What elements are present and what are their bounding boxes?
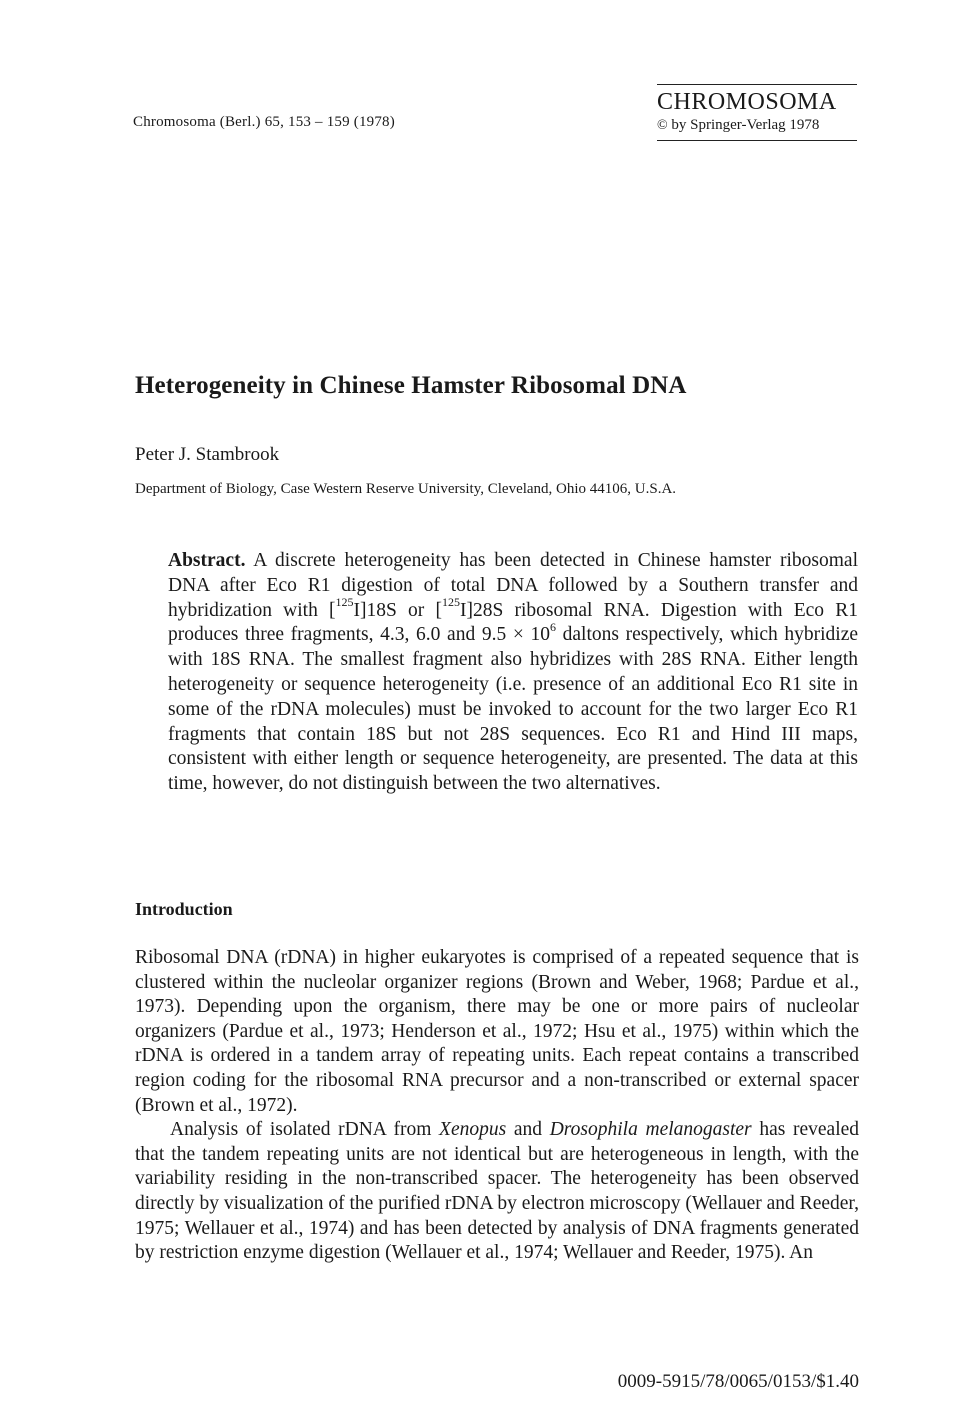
- copyright-text: by Springer-Verlag 1978: [671, 117, 820, 133]
- paragraph-2-text-2: and: [506, 1119, 550, 1141]
- author-name: Peter J. Stambrook: [135, 444, 280, 465]
- species-name-xenopus: Xenopus: [439, 1119, 507, 1141]
- abstract-text-1: A discrete heterogeneity has been detected in Chinese hamster ribosomal DNA after Eco R1 digestion of total DNA followed by a Southern transfer and hybridization with [: [168, 550, 858, 621]
- abstract-label: Abstract.: [168, 550, 246, 571]
- article-code: 0009-5915/78/0065/0153/$1.40: [617, 1371, 859, 1392]
- author-affiliation: Department of Biology, Case Western Reserve University, Cleveland, Ohio 44106, U.S.A.: [135, 481, 677, 497]
- abstract-text-3: I]28S ribosomal RNA. Digestion with Eco R1 produces three fragments, 4.3, 6.0 and 9.5 × 10: [168, 599, 858, 646]
- article-title: Heterogeneity in Chinese Hamster Ribosomal DNA: [135, 372, 687, 399]
- abstract-text-4: daltons respectively, which hybridize with 18S RNA. The smallest fragment also hybridizes with 28S RNA. Either length heterogeneity or sequence heterogeneity (i.e. presence of an additional Eco R1 site in some of the rDNA molecules) must be invoked to account for the two larger Eco R1 fragments that contain 18S but not 28S sequences. Eco R1 and Hind III maps, consistent with either length or sequence heterogeneity, are presented. The data at this time, however, do not distinguish between the two alternatives.: [168, 624, 858, 795]
- introduction-body: [135, 946, 859, 1266]
- journal-citation: Chromosoma (Berl.) 65, 153 – 159 (1978): [133, 114, 395, 130]
- abstract: [168, 549, 858, 797]
- paragraph-2-text-3: has revealed that the tandem repeating units are not identical but are heterogeneous in length, with the variability residing in the non-transcribed spacer. The heterogeneity has been observed directly by visualization of the purified rDNA by electron microscopy (Wellauer and Reeder, 1975; Wellauer et al., 1974) and has been detected by analysis of DNA fragments generated by restriction enzyme digestion (Wellauer et al., 1974; Wellauer and Reeder, 1975). An: [135, 1119, 860, 1264]
- exponent-superscript: 6: [550, 619, 556, 634]
- isotope-superscript-2: 125: [441, 595, 460, 610]
- section-heading-introduction: Introduction: [135, 899, 233, 919]
- journal-copyright: [657, 115, 857, 136]
- introduction-paragraph-2: [135, 1118, 859, 1266]
- copyright-icon: ©: [657, 118, 668, 133]
- abstract-text-2: I]18S or [: [353, 599, 442, 621]
- introduction-paragraph-1: Ribosomal DNA (rDNA) in higher eukaryotes is comprised of a repeated sequence that is clustered within the nucleolar organizer regions (Brown and Weber, 1968; Pardue et al., 1973). Depending upon the organism, there may be one or more pairs of nucleolar organizers (Pardue et al., 1973; Henderson et al., 1972; Hsu et al., 1975) within which the rDNA is ordered in a tandem array of repeating units. Each repeat contains a transcribed region coding for the ribosomal RNA precursor and a non-transcribed or external spacer (Brown et al., 1972).: [135, 947, 859, 1116]
- species-name-drosophila: Drosophila melanogaster: [549, 1119, 752, 1141]
- isotope-superscript-1: 125: [335, 595, 354, 610]
- journal-name: CHROMOSOMA: [657, 89, 837, 115]
- paragraph-2-text-1: Analysis of isolated rDNA from: [170, 1119, 440, 1141]
- journal-masthead: [657, 84, 857, 141]
